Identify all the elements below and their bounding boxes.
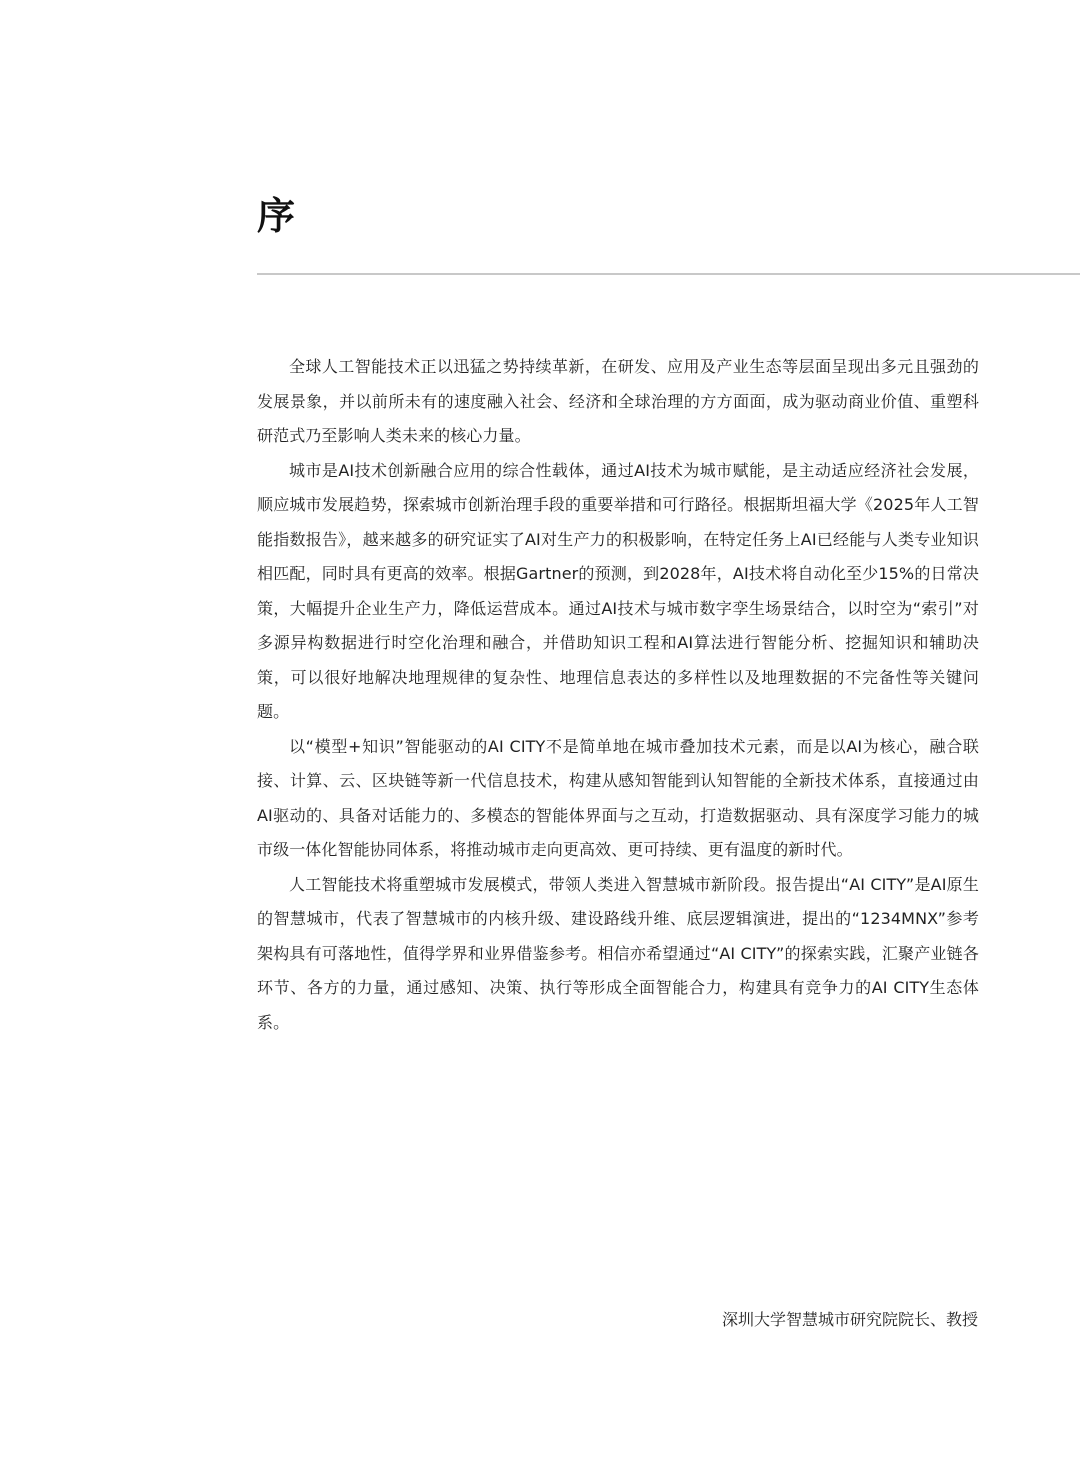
paragraph-2: 城市是AI技术创新融合应用的综合性载体，通过AI技术为城市赋能，是主动适应经济社会发展，顺应城市发展趋势，探索城市创新治理手段的重要举措和可行路径。根据斯坦福大学《2025年人工智能指数报告》，越来越多的研究证实了AI对生产力的积极影响，在特定任务上AI已经能与人类专业知识相匹配，同时具有更高的效率。根据Gartner的预测，到2028年，AI技术将自动化至少15%的日常决策，大幅提升企业生产力，降低运营成本。通过AI技术与城市数字孪生场景结合，以时空为“索引”对多源异构数据进行时空化治理和融合，并借助知识工程和AI算法进行智能分析、挖掘知识和辅助决策，可以很好地解决地理规律的复杂性、地理信息表达的多样性以及地理数据的不完备性等关键问题。: [257, 460, 979, 721]
preface-body: [257, 350, 979, 1040]
paragraph-1: 全球人工智能技术正以迅猛之势持续革新，在研发、应用及产业生态等层面呈现出多元且强劲的发展景象，并以前所未有的速度融入社会、经济和全球治理的方方面面，成为驱动商业价值、重塑科研范式乃至影响人类未来的核心力量。: [257, 357, 979, 445]
page-title: 序: [257, 194, 296, 238]
paragraph-3: 以“模型+知识”智能驱动的AI CITY不是简单地在城市叠加技术元素，而是以AI为核心，融合联接、计算、云、区块链等新一代信息技术，构建从感知智能到认知智能的全新技术体系，直接通过由AI驱动的、具备对话能力的、多模态的智能体界面与之互动，打造数据驱动、具有深度学习能力的城市级一体化智能协同体系，将推动城市走向更高效、更可持续、更有温度的新时代。: [257, 736, 979, 859]
title-divider: [257, 273, 1080, 275]
paragraph-4: 人工智能技术将重塑城市发展模式，带领人类进入智慧城市新阶段。报告提出“AI CITY”是AI原生的智慧城市，代表了智慧城市的内核升级、建设路线升维、底层逻辑演进，提出的“1234MNX”参考架构具有可落地性，值得学界和业界借鉴参考。相信亦希望通过“AI CITY”的探索实践，汇聚产业链各环节、各方的力量，通过感知、决策、执行等形成全面智能合力，构建具有竞争力的AI CITY生态体系。: [257, 874, 979, 1032]
author-signature: 深圳大学智慧城市研究院院长、教授: [721, 1310, 978, 1329]
